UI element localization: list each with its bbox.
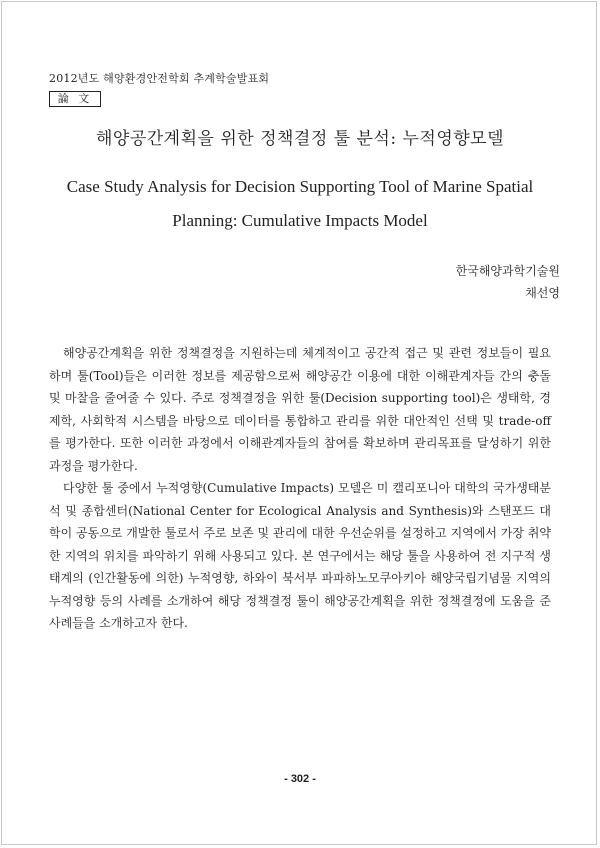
author-name: 채선영: [525, 286, 560, 300]
institution-name: 한국해양과학기술원: [455, 264, 560, 278]
abstract-paragraph-2: 다양한 툴 중에서 누적영향(Cumulative Impacts) 모델은 미 캘리포니아 대학의 국가생태분석 및 종합센터(National Center for Ecological Analysis and Synthesis)와 스탠포드 대학이 공동으로 개발한 툴로서 주로 보존 및 관리에 대한 우선순위를 설정하고 지역에서 가장 취약한 지역의 위치를 파악하기 위해 사용되고 있다. 본 연구에서는 해당 툴을 사용하여 전 지구적 생태계의 (인간활동에 의한) 누적영향, 하와이 북서부 파파하노모쿠아키아 해양국립기념물 지역의 누적영향 등의 사례를 소개하여 해당 정책결정 툴이 해양공간계획을 위한 정책결정에 도움을 준 사례들을 소개하고자 한다.: [49, 481, 551, 630]
affiliation-block: [456, 260, 560, 304]
paper-title-korean: 해양공간계획을 위한 정책결정 툴 분석: 누적영향모델: [95, 129, 505, 149]
conference-header: 2012년도 해양환경안전학회 추계학술발표회: [49, 72, 270, 85]
abstract-paragraph-1: 해양공간계획을 위한 정책결정을 지원하는데 체계적이고 공간적 접근 및 관련 정보들이 필요하며 툴(Tool)들은 이러한 정보를 제공함으로써 해양공간 이용에 대한 이해관계자들 간의 충돌 및 마찰을 줄여줄 수 있다. 주로 정책결정을 위한 툴(Decision supporting tool)은 생태학, 경제학, 사회학적 시스템을 바탕으로 데이터를 통합하고 관리를 위한 대안적인 선택 및 trade-off를 평가한다. 또한 이러한 과정에서 이해관계자들의 참여를 확보하며 관리목표를 달성하기 위한 과정을 평가한다.: [49, 346, 551, 473]
page-number: - 302 -: [284, 773, 316, 785]
paper-title-english: Case Study Analysis for Decision Supporting Tool of Marine Spatial Planning: Cumulative Impacts Model: [66, 177, 534, 230]
abstract-body: [49, 342, 551, 635]
paper-type-badge: 論 文: [49, 91, 101, 107]
